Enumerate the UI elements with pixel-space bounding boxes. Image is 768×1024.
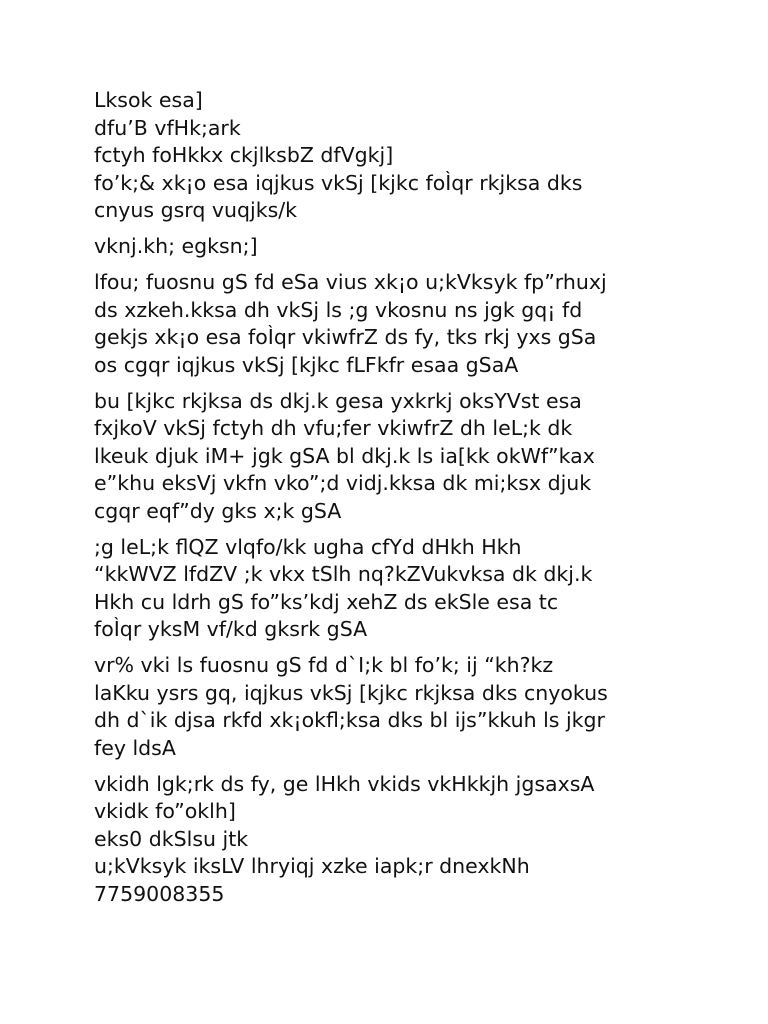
letter-page <box>94 87 694 917</box>
subject-line-continued: cnyus gsrq vuqjks/k <box>94 198 298 222</box>
body-paragraph-2: bu [kjkc rkjksa ds dkj.k gesa yxkrkj oksYVst esa fxjkoV vkSj fctyh dh vfu;fer vkiwfrZ dh leL;k dk lkeuk djuk iM+ jgk gSA bl dkj.k ls ia[kk okWf”kax e”khu eksVj vkfn vko”;d vidj.kksa dk mi;ksx djuk cgqr eqf”dy gks x;k gSA <box>94 388 595 523</box>
sender-address: u;kVksyk iksLV lhryiqj xzke iapk;r dnexkNh <box>94 854 530 878</box>
body-paragraph-3: ;g leL;k flQZ vlqfo/kk ugha cfYd dHkh Hkh “kkWVZ lfdZV ;k vkx tSlh nq?kZVukvksa dk dkj.k Hkh cu ldrh gS fo”ks’kdj xehZ ds ekSle esa tc foÌqr yksM vf/kd gksrk gSA <box>94 534 593 641</box>
body-paragraph-4: vr% vki ls fuosnu gS fd d`I;k bl fo’k; ij “kh?kz laKku ysrs gq, iqjkus vkSj [kjkc rkjksa dks cnyokus dh d`ik djsa rkfd xk¡okfl;ksa dks bl ijs”kkuh ls jkgr fey ldsA <box>94 653 608 760</box>
recipient-title: dfu’B vfHk;ark <box>94 115 241 140</box>
sender-name: eks0 dkSlsu jtk <box>94 826 249 851</box>
letter-header <box>94 87 694 225</box>
body-paragraph-1: lfou; fuosnu gS fd eSa vius xk¡o u;kVksyk fp”rhuxj ds xzkeh.kksa dh vkSj ls ;g vkosnu ns jgk gq¡ fd gekjs xk¡o esa foÌqr vkiwfrZ ds fy, tks rkj yxs gSa os cgqr iqjkus vkSj [kjkc fLFkfr esaa gSaA <box>94 270 607 377</box>
recipient-line: Lksok esa] <box>94 88 203 112</box>
thanks-line: vkidh lgk;rk ds fy, ge lHkh vkids vkHkkjh jgsaxsA <box>94 771 595 796</box>
recipient-department: fctyh foHkkx ckjlksbZ dfVgkj] <box>94 143 394 167</box>
sender-phone: 7759008355 <box>94 881 225 906</box>
greeting: vknj.kh; egksn;] <box>94 234 258 258</box>
letter-closing <box>94 771 694 909</box>
subject-line: fo’k;& xk¡o esa iqjkus vkSj [kjkc foÌqr rkjksa dks <box>94 170 583 195</box>
sign-off: vkidk fo”oklh] <box>94 799 236 823</box>
